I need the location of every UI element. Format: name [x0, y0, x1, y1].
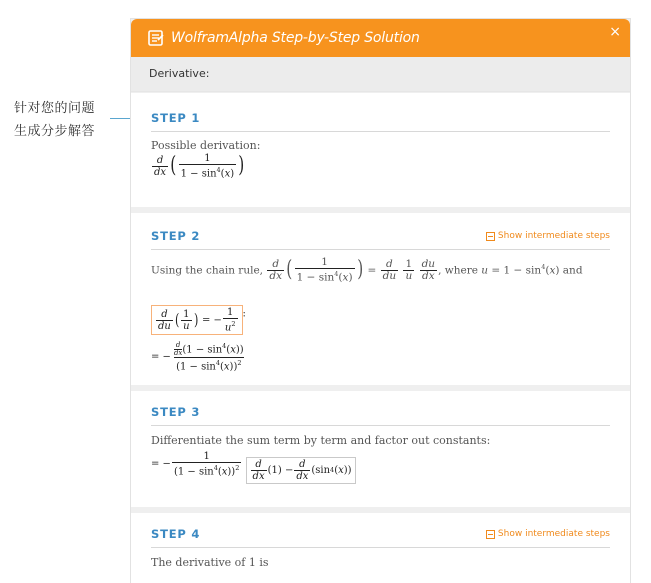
step-2-text-a: Using the chain rule,: [151, 264, 264, 277]
close-button[interactable]: ×: [609, 24, 621, 40]
step-2-text-b: , where: [438, 264, 478, 277]
subheader: Derivative:: [131, 57, 630, 92]
step-3-expression: = − $\frac{1}{(1 - \sin^4(x))^2}$ $\frac{d}{dx}$ (1) − $\frac{d}{dx}$ (sin 4 ( x )): [151, 451, 356, 484]
step-2-text-c: and: [562, 264, 583, 277]
sum-term-box[interactable]: $\frac{d}{dx}$ (1) − $\frac{d}{dx}$ (sin 4 ( x )): [246, 457, 356, 484]
step-by-step-panel: [130, 18, 631, 583]
callout-line-2: 生成分步解答: [14, 124, 96, 139]
du-derivative-box[interactable]: $\frac{d}{du}$ ( $\frac{1}{u}$ ) = − $\frac{1}{u^2}$: [151, 305, 243, 335]
step-3-label: STEP 3: [151, 405, 201, 419]
step-1-text: Possible derivation:: [151, 139, 261, 152]
step-2-line-1: Using the chain rule, $\frac{d}{dx}$ ( $\frac{1}{1 - \sin^4(x)}$ ) = $\frac{d}{du}$ $\frac{1}{u}$ $\frac{du}{dx}$ , where $u = 1 - \sin^4(x)$ and: [151, 256, 583, 284]
show-steps-label: Show intermediate steps: [497, 529, 610, 539]
step-4-card: [131, 513, 630, 583]
callout-text: [14, 97, 114, 143]
expand-icon: [486, 530, 495, 539]
step-4-label: STEP 4: [151, 527, 201, 541]
step-2-label: STEP 2: [151, 229, 201, 243]
step-1-header: [151, 111, 610, 132]
step-1-label: STEP 1: [151, 111, 201, 125]
step-3-text: Differentiate the sum term by term and factor out constants:: [151, 434, 491, 447]
step-3-header: [151, 405, 610, 426]
step-2-result: = − $\frac{d}{dx}$ $(1 - \sin^4(x))$ $(1 - \sin^4(x))^2$: [151, 341, 244, 373]
show-steps-label: Show intermediate steps: [497, 231, 610, 241]
step-1-expression: $\frac{d}{dx}$ ( $\frac{1}{1 - \sin^4(x)}$ ): [154, 153, 245, 180]
step-2-header: [151, 229, 610, 250]
step-4-text: The derivative of 1 is: [151, 556, 269, 569]
notepad-icon: [147, 29, 165, 47]
step-3-card: [131, 391, 630, 507]
expand-icon: [486, 232, 495, 241]
window-title: WolframAlpha Step-by-Step Solution: [171, 30, 420, 46]
step-4-header: [151, 527, 610, 548]
step-1-card: [131, 93, 630, 207]
callout-line-1: 针对您的问题: [14, 101, 96, 116]
show-intermediate-steps-link-2[interactable]: [486, 529, 610, 539]
step-2-highlight: $\frac{d}{du}$ ( $\frac{1}{u}$ ) = − $\frac{1}{u^2}$ :: [151, 305, 246, 335]
show-intermediate-steps-link[interactable]: [486, 231, 610, 241]
title-bar: [131, 19, 630, 57]
step-2-card: [131, 213, 630, 385]
